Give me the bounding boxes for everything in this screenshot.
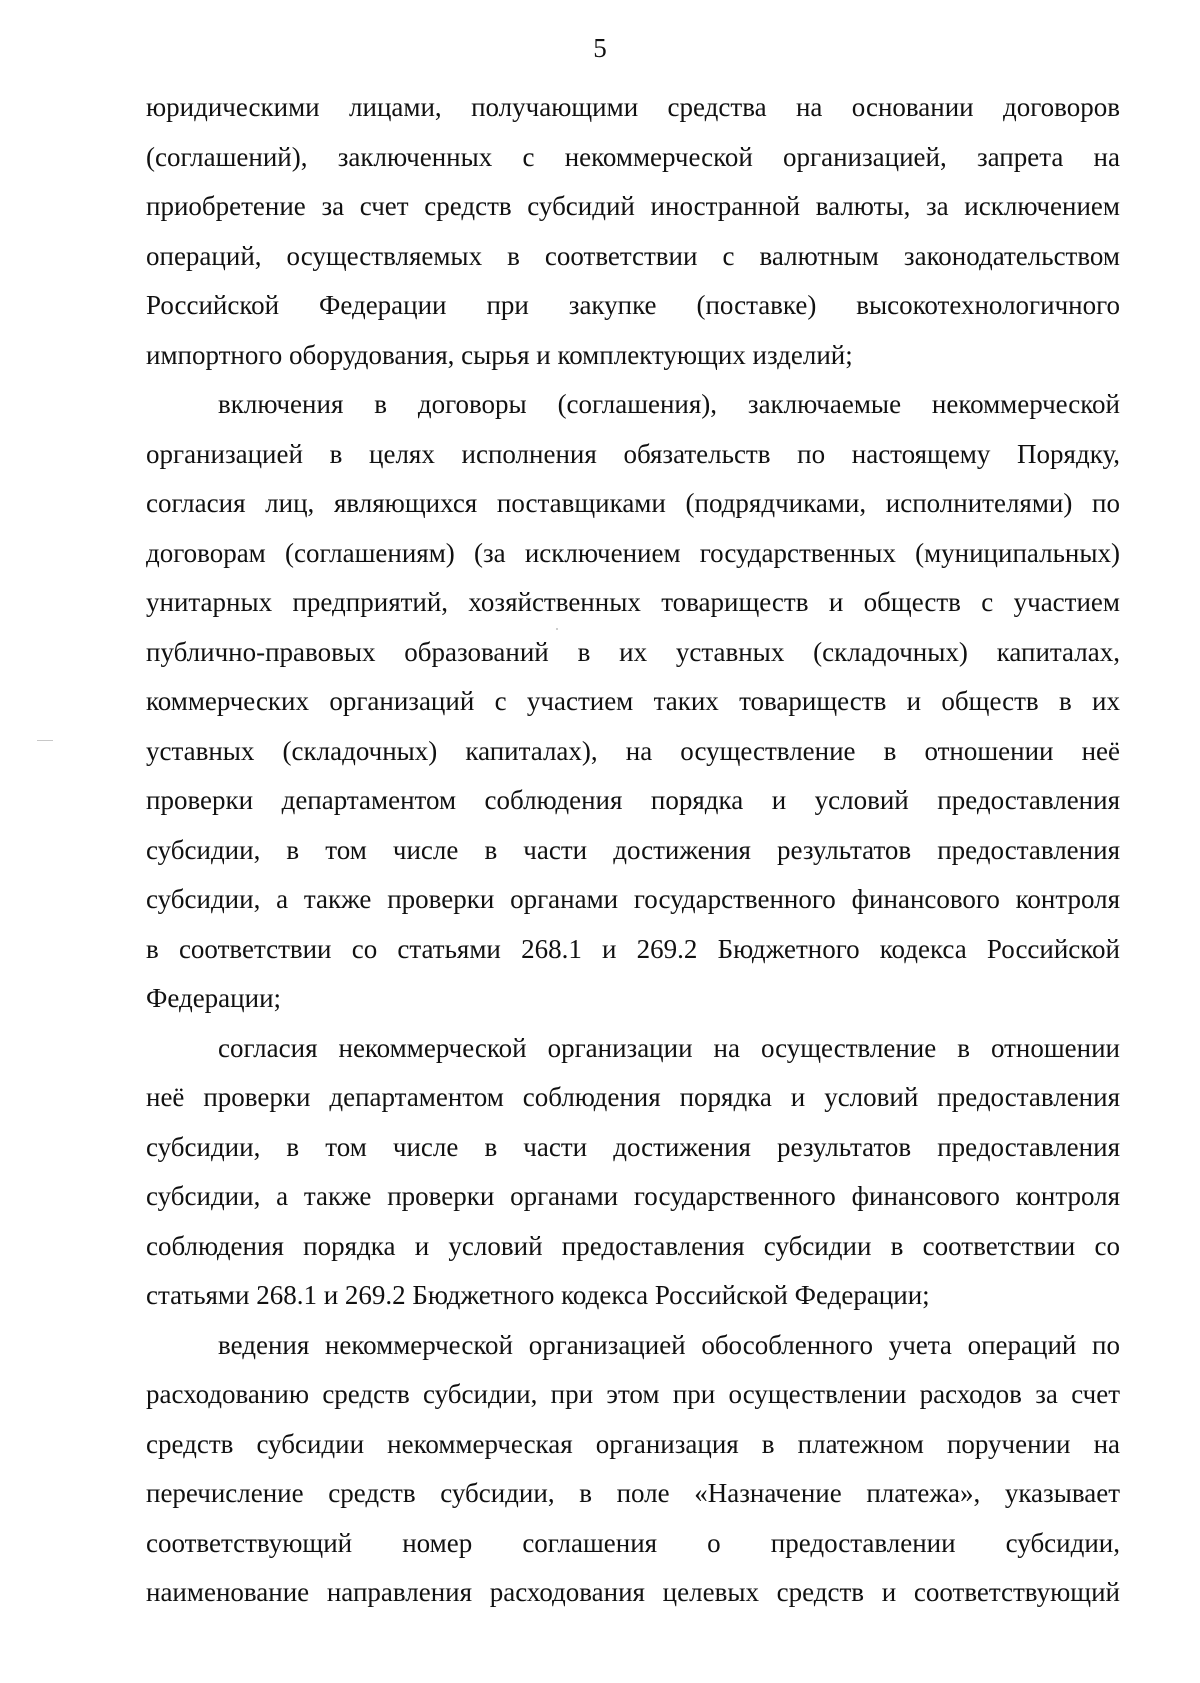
text-line: неё проверки департаментом соблюдения порядка и условий предоставления bbox=[146, 1082, 1120, 1112]
text-line: расходованию средств субсидии, при этом при осуществлении расходов за счет bbox=[146, 1379, 1120, 1409]
text-line: соответствующий номер соглашения о предоставлении субсидии, bbox=[146, 1527, 1120, 1558]
text-line: организацией в целях исполнения обязательств по настоящему Порядку, bbox=[146, 438, 1120, 469]
text-line: Федерации; bbox=[146, 983, 282, 1013]
text-line: Российской Федерации при закупке (поставке) высокотехнологичного bbox=[146, 290, 1120, 320]
text-line: включения в договоры (соглашения), заключаемые некоммерческой bbox=[218, 389, 1120, 419]
text-line: договорам (соглашениям) (за исключением государственных (муниципальных) bbox=[146, 537, 1120, 568]
text-line: в соответствии со статьями 268.1 и 269.2 Бюджетного кодекса Российской bbox=[146, 933, 1120, 964]
text-line: проверки департаментом соблюдения порядка и условий предоставления bbox=[146, 785, 1120, 815]
text-line: публично-правовых образований в их уставных (складочных) капиталах, bbox=[146, 636, 1120, 667]
page-number: 5 bbox=[593, 33, 607, 63]
text-line: согласия лиц, являющихся поставщиками (подрядчиками, исполнителями) по bbox=[146, 488, 1120, 518]
text-line: наименование направления расходования целевых средств и соответствующий bbox=[146, 1577, 1120, 1607]
paragraph-4 bbox=[146, 1321, 1120, 1618]
text-line: субсидии, в том числе в части достижения результатов предоставления bbox=[146, 834, 1120, 865]
text-line: субсидии, а также проверки органами государственного финансового контроля bbox=[146, 1181, 1120, 1211]
text-line: приобретение за счет средств субсидий иностранной валюты, за исключением bbox=[146, 191, 1120, 221]
text-line: ведения некоммерческой организацией обособленного учета операций по bbox=[218, 1329, 1120, 1360]
text-line: перечисление средств субсидии, в поле «Назначение платежа», указывает bbox=[146, 1478, 1120, 1508]
text-line: унитарных предприятий, хозяйственных товариществ и обществ с участием bbox=[146, 587, 1120, 617]
text-line: импортного оборудования, сырья и комплектующих изделий; bbox=[146, 339, 853, 370]
text-line: юридическими лицами, получающими средства на основании договоров bbox=[146, 92, 1120, 122]
paragraph-1 bbox=[146, 83, 1120, 380]
text-line: статьями 268.1 и 269.2 Бюджетного кодекса Российской Федерации; bbox=[146, 1280, 930, 1310]
text-line: согласия некоммерческой организации на осуществление в отношении bbox=[218, 1032, 1120, 1063]
text-line: коммерческих организаций с участием таких товариществ и обществ в их bbox=[146, 686, 1120, 716]
text-line: уставных (складочных) капиталах), на осуществление в отношении неё bbox=[146, 735, 1120, 766]
document-body bbox=[146, 83, 1120, 1618]
scan-speck bbox=[556, 628, 558, 630]
text-line: (соглашений), заключенных с некоммерческой организацией, запрета на bbox=[146, 141, 1120, 172]
paragraph-2 bbox=[146, 380, 1120, 1024]
text-line: субсидии, в том числе в части достижения результатов предоставления bbox=[146, 1131, 1120, 1162]
text-line: средств субсидии некоммерческая организация в платежном поручении на bbox=[146, 1428, 1120, 1459]
scan-margin-mark bbox=[37, 740, 53, 741]
text-line: субсидии, а также проверки органами государственного финансового контроля bbox=[146, 884, 1120, 914]
text-line: операций, осуществляемых в соответствии с валютным законодательством bbox=[146, 240, 1120, 271]
text-line: соблюдения порядка и условий предоставления субсидии в соответствии со bbox=[146, 1230, 1120, 1261]
paragraph-3 bbox=[146, 1024, 1120, 1321]
